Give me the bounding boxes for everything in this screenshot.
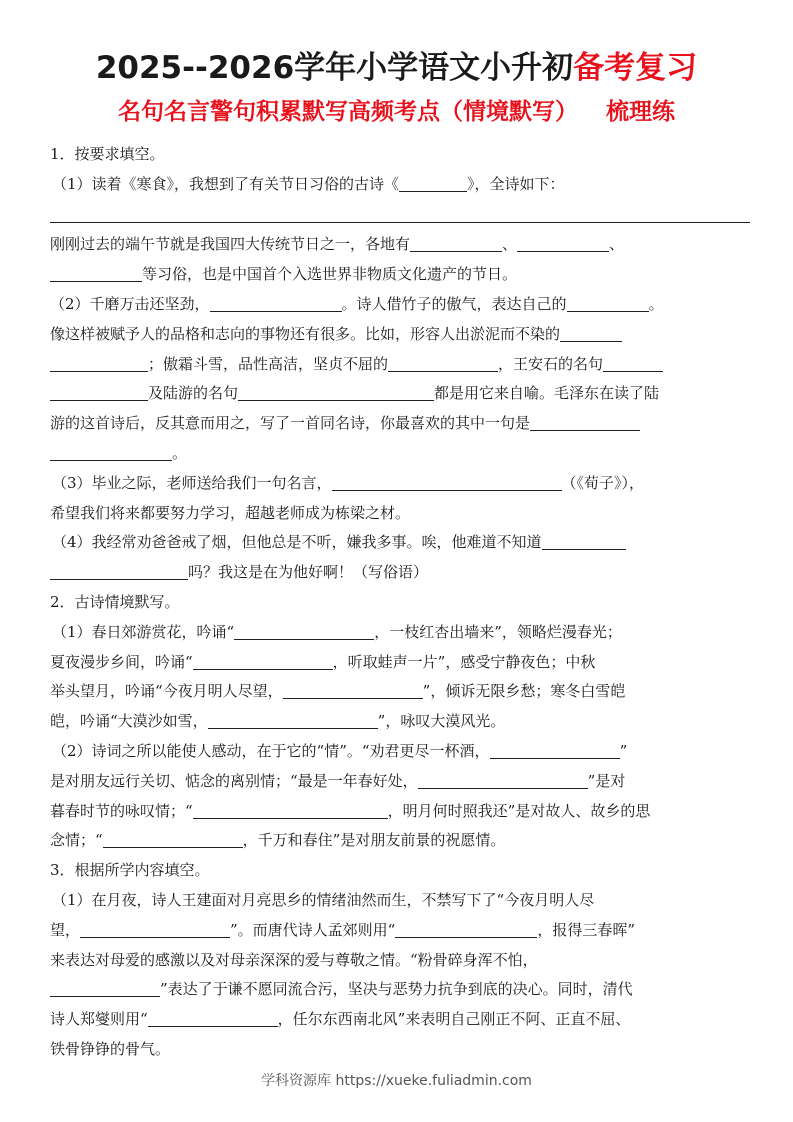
text-line: （1）在月夜，诗人王建面对月亮思乡的情绪油然而生，不禁写下了“今夜月明人尽 (52, 890, 595, 909)
page-subtitle (0, 93, 793, 126)
subtitle-main: 名句名言警句积累默写高频考点（情境默写） (118, 99, 578, 125)
text-line: 念情；“ ，千万和春住”是对朋友前景的祝愿情。 (50, 831, 506, 850)
text-line: 1．按要求填空。 (50, 145, 165, 163)
text-line: （2）诗词之所以能使人感动，在于它的“情”。“劝君更尽一杯酒， ” (52, 741, 628, 760)
answer-blank[interactable] (193, 800, 388, 819)
answer-blank[interactable] (50, 382, 148, 401)
answer-blank[interactable] (560, 323, 622, 342)
answer-blank[interactable] (418, 770, 588, 789)
text-line: 铁骨铮铮的骨气。 (50, 1039, 171, 1058)
answer-blank[interactable] (193, 651, 333, 670)
answer-blank[interactable] (517, 233, 609, 252)
answer-blank[interactable] (208, 710, 378, 729)
answer-blank[interactable] (603, 353, 663, 372)
footer-watermark: 学科资源库 https://xueke.fuliadmin.com (261, 1073, 532, 1089)
answer-blank[interactable] (490, 740, 620, 759)
text-line: 暮春时节的咏叹情；“ ，明月何时照我还”是对故人、故乡的思 (50, 801, 651, 820)
answer-blank[interactable] (210, 293, 342, 312)
text-line: 望， ”。而唐代诗人孟郊则用“ ，报得三春晖” (50, 920, 636, 939)
answer-blank[interactable] (234, 621, 374, 640)
text-line: （2）千磨万击还坚劲， 。诗人借竹子的傲气，表达自己的 。 (50, 294, 664, 313)
answer-blank[interactable] (530, 412, 640, 431)
text-line: （1）春日郊游赏花，吟诵“ ，一枝红杏出墙来”，领略烂漫春光； (52, 622, 622, 641)
answer-blank[interactable] (542, 531, 626, 550)
answer-blank[interactable] (567, 293, 649, 312)
answer-blank[interactable] (50, 561, 188, 580)
answer-blank[interactable] (50, 442, 172, 461)
answer-blank[interactable] (238, 382, 434, 401)
text-line: 吗？我这是在为他好啊！（写俗语） (50, 558, 750, 588)
text-line: 像这样被赋予人的品格和志向的事物还有很多。比如，形容人出淤泥而不染的 (50, 320, 750, 350)
text-line: 等习俗，也是中国首个入选世界非物质文化遗产的节日。 (50, 260, 750, 290)
answer-blank[interactable] (50, 263, 142, 282)
text-line: 刚刚过去的端午节就是我国四大传统节日之一，各地有 、 、 (50, 235, 625, 254)
text-line: （3）毕业之际，老师送给我们一句名言， （《荀子》）， (52, 473, 645, 492)
answer-blank[interactable] (50, 353, 148, 372)
text-line: 2．古诗情境默写。 (50, 592, 180, 611)
text-line: 游的这首诗后，反其意而用之，写了一首同名诗，你最喜欢的其中一句是 (50, 409, 750, 439)
text-line: 是对朋友远行关切、惦念的离别情；“最是一年春好处， ”是对 (50, 771, 626, 790)
answer-blank-full-line[interactable] (50, 200, 750, 223)
answer-blank[interactable] (148, 1008, 278, 1027)
answer-blank[interactable] (332, 472, 562, 491)
text-line: 3．根据所学内容填空。 (50, 861, 210, 880)
title-part2: 备考复习 (573, 50, 698, 86)
answer-blank[interactable] (388, 353, 498, 372)
text-line: 来表达对母爱的感激以及对母亲深深的爱与尊敬之情。“粉骨碎身浑不怕， (50, 950, 538, 969)
text-line: ；傲霜斗雪，品性高洁，坚贞不屈的 ，王安石的名句 (50, 350, 750, 380)
text-line: 希望我们将来都要努力学习，超越老师成为栋梁之材。 (50, 503, 411, 522)
answer-blank[interactable] (395, 919, 537, 938)
text-line: （1）读着《寒食》，我想到了有关节日习俗的古诗《 》，全诗如下： (52, 174, 565, 193)
answer-blank[interactable] (410, 233, 502, 252)
page-title (0, 42, 793, 87)
answer-blank[interactable] (103, 829, 243, 848)
subtitle-tail: 梳理练 (606, 99, 675, 125)
title-part1: 2025--2026学年小学语文小升初 (95, 50, 574, 86)
text-line: 举头望月，吟诵“今夜月明人尽望， ”，倾诉无限乡愁；寒冬白雪皑 (50, 682, 626, 701)
text-line: 及陆游的名句 都是用它来自喻。毛泽东在读了陆 (50, 379, 750, 409)
text-line: （4）我经常劝爸爸戒了烟，但他总是不听，嫌我多事。唉，他难道不知道 (50, 528, 750, 558)
text-line: 。 (50, 439, 750, 469)
worksheet-body (50, 140, 750, 1065)
text-line: 夏夜漫步乡间，吟诵“ ，听取蛙声一片”，感受宁静夜色；中秋 (50, 652, 596, 671)
text-line: ”表达了于谦不愿同流合污，坚决与恶势力抗争到底的决心。同时，清代 (50, 975, 750, 1005)
text-line: 诗人郑燮则用“ ，任尔东西南北风”来表明自己刚正不阿、正直不屈、 (50, 1010, 631, 1029)
answer-blank[interactable] (80, 919, 230, 938)
text-line: 皑，吟诵“大漠沙如雪， ”，咏叹大漠风光。 (50, 712, 506, 731)
answer-blank[interactable] (283, 680, 423, 699)
answer-blank[interactable] (399, 173, 467, 192)
answer-blank[interactable] (50, 978, 160, 997)
